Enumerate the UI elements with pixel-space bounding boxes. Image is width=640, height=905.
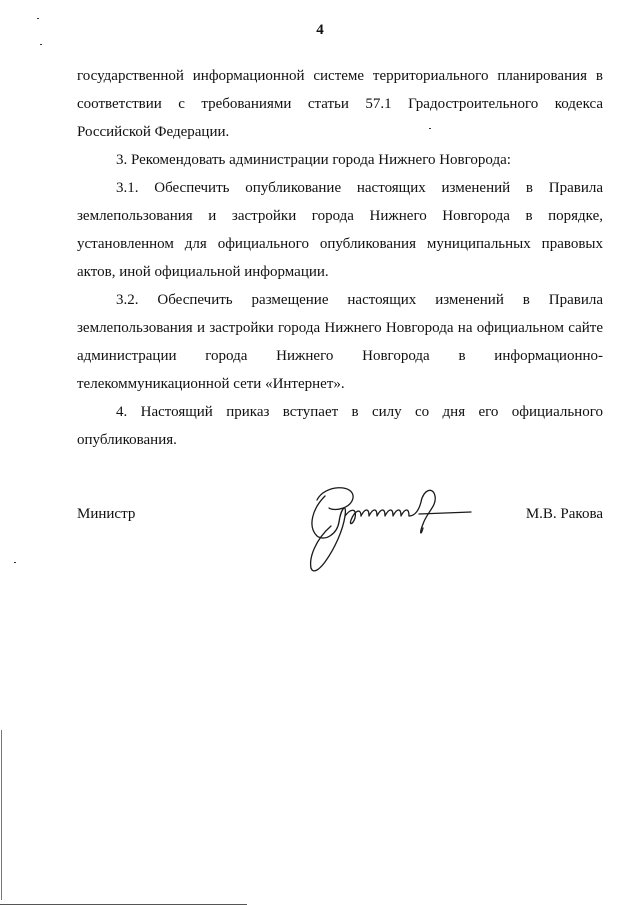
signatory-name: М.В. Ракова <box>525 506 603 522</box>
scan-speck <box>429 128 431 129</box>
paragraph-recommend: 3. Рекомендовать администрации города Нижнего Новгорода: <box>116 152 511 168</box>
document-body <box>77 62 603 454</box>
scan-speck <box>40 44 42 45</box>
signature-block <box>77 478 603 588</box>
scan-margin-line <box>1 730 2 900</box>
paragraph-3-2: 3.2. Обеспечить размещение настоящих изменений в Правила землепользования и застройки города Нижнего Новгорода на официальном сайте администрации города Нижнего Новгорода в информационно-телекоммуникационной сети «Интернет». <box>77 292 603 392</box>
page-number: 4 <box>316 22 324 38</box>
paragraph-continuation: государственной информационной системе территориального планирования в соответствии с требованиями статьи 57.1 Градостроительного кодекса Российской Федерации. <box>77 68 603 140</box>
scan-speck <box>14 562 16 563</box>
paragraph-4: 4. Настоящий приказ вступает в силу со дня его официального опубликования. <box>77 404 603 448</box>
paragraph-3-1: 3.1. Обеспечить опубликование настоящих изменений в Правила землепользования и застройки города Нижнего Новгорода в порядке, установленном для официального опубликования муниципальных правовых актов, иной официальной информации. <box>77 180 603 280</box>
handwritten-signature-icon <box>295 478 485 578</box>
signatory-title: Министр <box>77 506 136 522</box>
scan-speck <box>37 18 39 19</box>
